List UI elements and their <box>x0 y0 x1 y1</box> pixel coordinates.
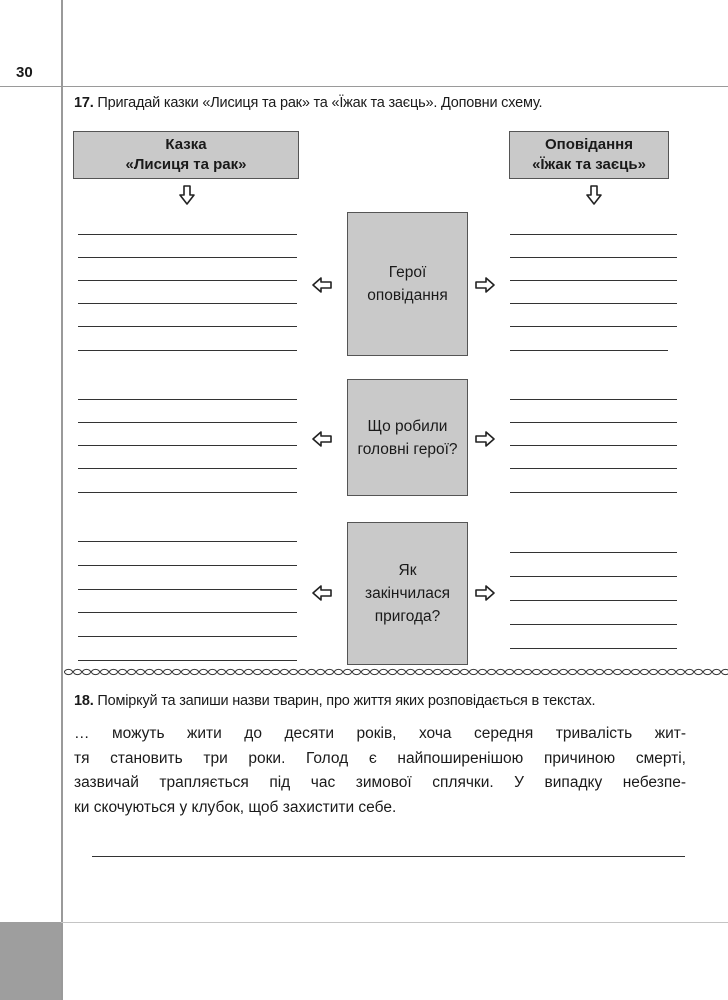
writing-line[interactable] <box>510 257 677 258</box>
chain-divider <box>64 668 728 676</box>
writing-line[interactable] <box>510 492 677 493</box>
writing-line[interactable] <box>510 600 677 601</box>
writing-line[interactable] <box>78 280 297 281</box>
writing-line[interactable] <box>78 468 297 469</box>
passage-line: ки скочуються у клубок, щоб захистити себе. <box>74 798 397 816</box>
passage-line: … можуть жити до десяти років, хоча середня тривалість жит- <box>74 725 686 742</box>
writing-line[interactable] <box>78 399 297 400</box>
writing-line[interactable] <box>78 326 297 327</box>
task18-number: 18. <box>74 693 94 709</box>
task18-instruction <box>74 693 595 709</box>
left-header-line2: «Лисиця та рак» <box>125 156 247 173</box>
writing-line[interactable] <box>510 399 677 400</box>
task17-instruction <box>74 95 542 111</box>
task17-text: Пригадай казки «Лисиця та рак» та «Їжак та заєць». Доповни схему. <box>97 95 543 111</box>
writing-line[interactable] <box>78 541 297 542</box>
right-arrow-icon <box>475 584 495 602</box>
task17-number: 17. <box>74 95 94 111</box>
left-arrow-icon <box>312 430 332 448</box>
writing-line[interactable] <box>78 422 297 423</box>
center-box-ending <box>347 522 468 665</box>
right-arrow-icon <box>475 430 495 448</box>
writing-line[interactable] <box>78 612 297 613</box>
header-rule <box>0 86 728 87</box>
footer-rule <box>61 922 728 923</box>
writing-line[interactable] <box>78 303 297 304</box>
writing-line[interactable] <box>510 445 677 446</box>
right-header-line1: Оповідання <box>544 136 633 153</box>
writing-line[interactable] <box>78 445 297 446</box>
writing-line[interactable] <box>78 636 297 637</box>
writing-line[interactable] <box>510 303 677 304</box>
writing-line[interactable] <box>78 257 297 258</box>
passage-line: тя становить три роки. Голод є найпоширенішою причиною смерті, <box>74 749 686 767</box>
writing-line[interactable] <box>510 624 677 625</box>
writing-line[interactable] <box>78 492 297 493</box>
center-box-actions <box>347 379 468 496</box>
center-box-label: Герої оповідання <box>367 264 448 304</box>
center-box-label: Як закінчилася пригода? <box>364 562 451 625</box>
right-arrow-icon <box>475 276 495 294</box>
answer-line[interactable] <box>92 856 685 857</box>
writing-line[interactable] <box>78 234 297 235</box>
writing-line[interactable] <box>510 234 677 235</box>
center-box-label: Що робили головні герої? <box>357 417 458 458</box>
writing-line[interactable] <box>510 468 677 469</box>
task18-passage <box>74 722 686 820</box>
writing-line[interactable] <box>78 589 297 590</box>
center-box-heroes <box>347 212 468 356</box>
corner-block <box>0 922 61 1000</box>
passage-line: зазвичай трапляється під час зимової сплячки. У випадку небезпе- <box>74 774 686 791</box>
writing-line[interactable] <box>510 422 677 423</box>
page-number: 30 <box>16 64 33 81</box>
down-arrow-icon <box>179 185 195 205</box>
writing-line[interactable] <box>510 280 677 281</box>
left-header-box <box>73 131 299 179</box>
writing-line[interactable] <box>510 552 677 553</box>
writing-line[interactable] <box>510 350 668 351</box>
down-arrow-icon <box>586 185 602 205</box>
writing-line[interactable] <box>78 350 297 351</box>
right-header-box <box>509 131 669 179</box>
writing-line[interactable] <box>510 576 677 577</box>
task18-text: Поміркуй та запиши назви тварин, про життя яких розповідається в текстах. <box>97 693 596 709</box>
margin-line <box>61 0 63 1000</box>
writing-line[interactable] <box>78 565 297 566</box>
left-header-line1: Казка <box>165 136 207 153</box>
left-arrow-icon <box>312 584 332 602</box>
writing-line[interactable] <box>510 326 677 327</box>
left-arrow-icon <box>312 276 332 294</box>
writing-line[interactable] <box>510 648 677 649</box>
right-header-line2: «Їжак та заєць» <box>532 156 646 173</box>
writing-line[interactable] <box>78 660 297 661</box>
